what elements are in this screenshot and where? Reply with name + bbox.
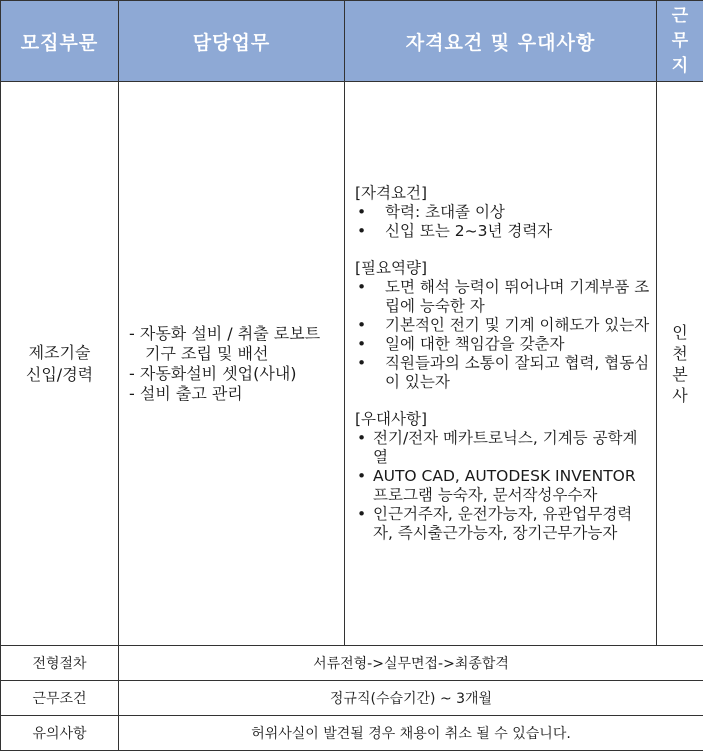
competency-item: • 기본적인 전기 및 기계 이해도가 있는자 (355, 316, 650, 335)
info-row-notice (1, 716, 703, 751)
competencies-section (355, 259, 650, 392)
preference-item: • 전기/전자 메카트로닉스, 기계등 공학계열 (355, 429, 650, 467)
requirements-title: [자격요건] (355, 184, 427, 202)
location-char: 인 (672, 322, 688, 342)
header-row (1, 1, 703, 82)
info-label: 유의사항 (1, 716, 119, 751)
location-char: 본 (672, 364, 688, 384)
preferences-list (355, 429, 650, 543)
header-location-char: 무 (671, 30, 689, 51)
requirement-item: • 신입 또는 2~3년 경력자 (355, 222, 650, 241)
duty-item: - 설비 출고 관리 (129, 383, 243, 403)
duty-item: - 자동화 설비 / 취출 로보트 기구 조립 및 배선 (129, 323, 321, 363)
preferences-section (355, 410, 650, 543)
position-category (1, 82, 119, 646)
position-qualifications (345, 82, 657, 646)
category-type: 신입/경력 (25, 364, 94, 384)
header-duties: 담당업무 (119, 1, 345, 82)
header-category: 모집부문 (1, 1, 119, 82)
location-char: 사 (672, 385, 688, 405)
header-location-char: 근 (671, 5, 689, 26)
header-qualifications: 자격요건 및 우대사항 (345, 1, 657, 82)
position-row (1, 82, 703, 646)
position-location (657, 82, 703, 646)
preferences-title: [우대사항] (355, 410, 427, 428)
requirements-list (355, 203, 650, 241)
info-value: 허위사실이 발견될 경우 채용이 취소 될 수 있습니다. (119, 716, 703, 751)
competencies-list (355, 278, 650, 392)
category-name: 제조기술 (28, 342, 91, 362)
info-value: 정규직(수습기간) ~ 3개월 (119, 681, 703, 716)
competencies-title: [필요역량] (355, 259, 427, 277)
header-location (657, 1, 703, 82)
preference-item: • 인근거주자, 운전가능자, 유관업무경력자, 즉시출근가능자, 장기근무가능자 (355, 505, 650, 543)
position-duties (119, 82, 345, 646)
duty-item: - 자동화설비 셋업(사내) (129, 363, 297, 383)
info-row-conditions (1, 681, 703, 716)
location-char: 천 (672, 343, 688, 363)
info-label: 근무조건 (1, 681, 119, 716)
competency-item: • 도면 해석 능력이 뛰어나며 기계부품 조립에 능숙한 자 (355, 278, 650, 316)
requirement-item: • 학력: 초대졸 이상 (355, 203, 650, 222)
preference-item: • AUTO CAD, AUTODESK INVENTOR 프로그램 능숙자, 문서작성우수자 (355, 467, 650, 505)
info-label: 전형절차 (1, 646, 119, 681)
duties-list (129, 324, 338, 404)
competency-item: • 일에 대한 책임감을 갖춘자 (355, 335, 650, 354)
requirements-section (355, 184, 650, 241)
header-location-char: 지 (671, 55, 689, 76)
competency-item: • 직원들과의 소통이 잘되고 협력, 협동심이 있는자 (355, 354, 650, 392)
info-value: 서류전형->실무면접->최종합격 (119, 646, 703, 681)
info-row-process (1, 646, 703, 681)
